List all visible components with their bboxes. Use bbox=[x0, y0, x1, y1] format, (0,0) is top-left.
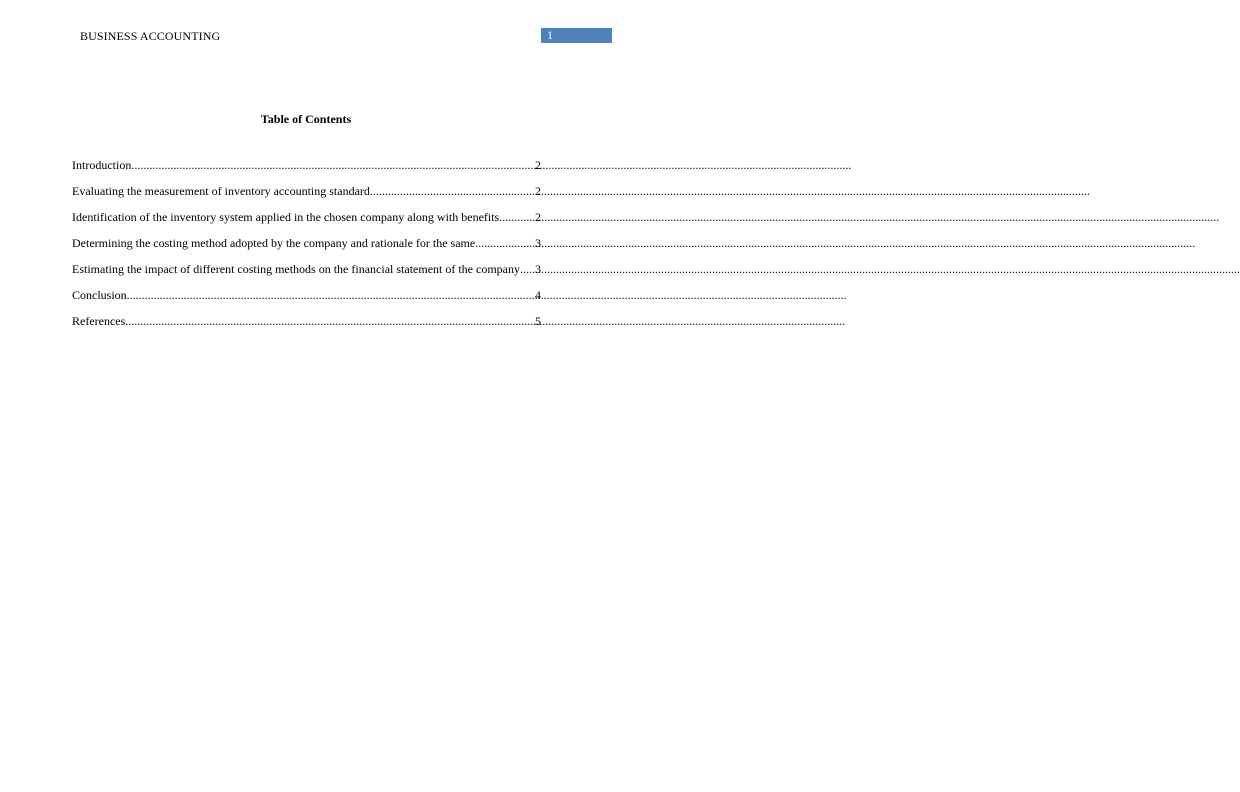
toc-entry-conclusion[interactable] bbox=[72, 288, 541, 314]
toc-entry-costing-method[interactable] bbox=[72, 236, 541, 262]
toc-dot-leader bbox=[475, 236, 535, 250]
toc-entry-label: Estimating the impact of different costing methods on the financial statement of the company bbox=[72, 262, 520, 276]
toc-entry-label: Introduction bbox=[72, 158, 132, 172]
toc-heading: Table of Contents bbox=[260, 112, 352, 126]
document-page bbox=[0, 0, 612, 792]
toc-entry-label: Identification of the inventory system applied in the chosen company along with benefits bbox=[72, 210, 500, 224]
toc-entry-page: 3 bbox=[535, 262, 541, 276]
toc-entry-inventory-system[interactable] bbox=[72, 210, 541, 236]
page-number-badge bbox=[541, 28, 612, 43]
toc-dot-leader bbox=[370, 184, 535, 198]
page-number: 1 bbox=[547, 28, 553, 42]
toc-entry-page: 5 bbox=[535, 314, 541, 328]
toc-entry-label: Conclusion bbox=[72, 288, 127, 302]
toc-dot-leader bbox=[499, 210, 535, 224]
toc-entry-label: Evaluating the measurement of inventory accounting standard bbox=[72, 184, 370, 198]
toc-entry-page: 2 bbox=[535, 184, 541, 198]
toc-dot-leader bbox=[520, 262, 535, 276]
toc-entry-page: 2 bbox=[535, 210, 541, 224]
toc-dot-leader bbox=[131, 158, 535, 172]
toc-entry-label: Determining the costing method adopted by the company and rationale for the same bbox=[72, 236, 476, 250]
toc-entry-page: 4 bbox=[535, 288, 541, 302]
toc-dot-leader bbox=[127, 288, 535, 302]
toc-dot-leader bbox=[125, 314, 535, 328]
toc-entry-label: References bbox=[72, 314, 126, 328]
toc-entry-evaluating-measurement[interactable] bbox=[72, 184, 541, 210]
toc-entry-page: 2 bbox=[535, 158, 541, 172]
running-header-title: BUSINESS ACCOUNTING bbox=[80, 29, 221, 43]
toc-entry-estimating-impact[interactable] bbox=[72, 262, 541, 288]
toc-entry-page: 3 bbox=[535, 236, 541, 250]
toc-entry-references[interactable] bbox=[72, 314, 541, 340]
table-of-contents bbox=[72, 158, 541, 340]
toc-entry-introduction[interactable] bbox=[72, 158, 541, 184]
